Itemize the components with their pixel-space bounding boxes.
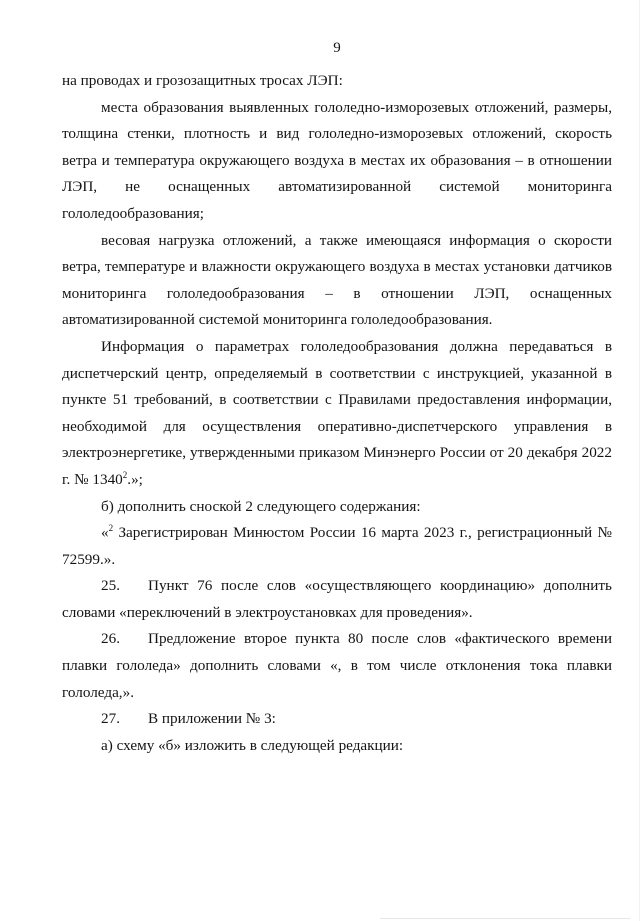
paragraph-last: а) схему «б» изложить в следующей редакции: [101,736,404,754]
footnote-open-quote: « [101,524,109,542]
footnote-text: Зарегистрирован Минюстом России 16 марта 2023 г., регистрационный № 72599.». [62,524,612,568]
item-25-number: 25. [101,577,120,595]
paragraph-4-end: .»; [127,470,143,488]
paragraph-2: места образования выявленных гололедно-изморозевых отложений, размеры, толщина стенки, плотность и вид гололедно-изморозевых отложений, скорость ветра и температура окружающего воздуха в местах их образования – в отношении ЛЭП, не оснащенных автоматизированной системой мониторинга гололедообразования; [62,98,612,222]
item-27-text: В приложении № 3: [148,710,276,728]
item-26-text: Предложение второе пункта 80 после слов «фактического времени плавки гололеда» дополнить словами «, в том числе отклонения тока плавки гололеда,». [62,630,612,701]
list-item-26 [62,626,612,706]
paragraph-4 [62,334,612,494]
paragraph-4-text: Информация о параметрах гололедообразования должна передаваться в диспетчерский центр, определяемый в соответствии с инструкцией, указанной в пункте 51 требований, в соответствии с Правилами предоставления информации, необходимой для осуществления оперативно-диспетчерского управления в электроэнергетике, утвержденными приказом Минэнерго России от 20 декабря 2022 г. № 1340 [62,337,612,488]
paragraph-5: б) дополнить сноской 2 следующего содержания: [101,497,421,515]
list-item-25 [62,573,612,626]
paragraph-3: весовая нагрузка отложений, а также имеющаяся информация о скорости ветра, температуре и влажности окружающего воздуха в местах установки датчиков мониторинга гололедообразования – в отношении ЛЭП, оснащенных автоматизированной системой мониторинга гололедообразования. [62,231,612,329]
document-body [62,68,612,759]
item-25-text: Пункт 76 после слов «осуществляющего координацию» дополнить словами «переключений в электроустановках для проведения». [62,577,612,621]
page-number: 9 [333,40,341,56]
item-26-number: 26. [101,630,120,648]
list-item-27 [62,706,612,733]
footnote-marker-2: 2 [108,523,114,534]
paragraph-6 [62,520,612,573]
scan-bottom-line [380,918,630,919]
footnote-ref-2: 2 [122,469,128,480]
item-27-number: 27. [101,710,120,728]
paragraph-1: на проводах и грозозащитных тросах ЛЭП: [62,72,343,89]
